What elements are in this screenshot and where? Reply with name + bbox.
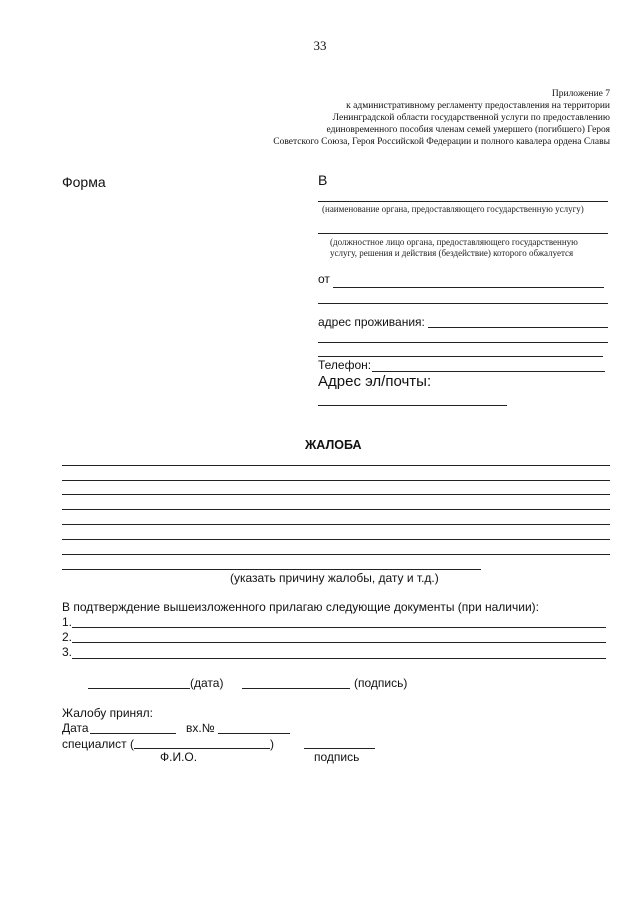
appendix-line: Советского Союза, Героя Российской Федерации и полного кавалера ордена Славы	[273, 137, 610, 147]
complaint-line[interactable]	[62, 465, 610, 466]
complaint-title: ЖАЛОБА	[305, 438, 362, 452]
address-line-3[interactable]	[318, 356, 603, 357]
specialist-label: специалист (	[62, 737, 134, 751]
address-label: адрес проживания:	[318, 315, 425, 329]
complaint-line[interactable]	[62, 509, 610, 510]
form-label: Форма	[62, 174, 106, 190]
attachment-line[interactable]	[72, 658, 606, 659]
complaint-line-last[interactable]	[62, 569, 481, 570]
attachments-intro: В подтверждение вышеизложенного прилагаю следующие документы (при наличии):	[62, 600, 539, 614]
attachment-number: 2.	[62, 630, 73, 644]
address-line[interactable]	[428, 327, 608, 328]
complaint-line[interactable]	[62, 524, 610, 525]
address-line-2[interactable]	[318, 342, 608, 343]
from-label: от	[318, 272, 330, 286]
complaint-line[interactable]	[62, 480, 610, 481]
appendix-title: Приложение 7	[551, 89, 610, 99]
acceptance-date-line[interactable]	[90, 733, 176, 734]
incoming-number-label: вх.№	[186, 721, 215, 735]
from-line[interactable]	[333, 287, 604, 288]
email-line[interactable]	[318, 405, 507, 406]
from-line-2[interactable]	[318, 303, 608, 304]
specialist-name-line[interactable]	[134, 748, 270, 749]
attachment-line[interactable]	[72, 642, 606, 643]
fio-caption: Ф.И.О.	[160, 750, 198, 764]
incoming-number-line[interactable]	[218, 733, 290, 734]
organ-caption: (наименование органа, предоставляющего государственную услугу)	[322, 204, 584, 214]
specialist-close-paren: )	[270, 737, 274, 751]
complaint-line[interactable]	[62, 554, 610, 555]
specialist-signature-line[interactable]	[304, 748, 375, 749]
to-label: В	[318, 172, 328, 188]
signature-label: (подпись)	[354, 676, 408, 690]
acceptance-title: Жалобу принял:	[62, 706, 153, 720]
signature-line[interactable]	[242, 688, 350, 689]
complaint-line[interactable]	[62, 494, 610, 495]
email-label: Адрес эл/почты:	[318, 373, 432, 390]
complaint-caption: (указать причину жалобы, дату и т.д.)	[230, 571, 439, 585]
appendix-line: единовременного пособия членам семей умершего (погибшего) Героя	[326, 125, 610, 135]
signature-caption: подпись	[314, 750, 360, 764]
page-number: 33	[313, 38, 327, 53]
appendix-line: Ленинградской области государственной услуги по предоставлению	[332, 113, 610, 123]
attachment-number: 1.	[62, 615, 73, 629]
complaint-line[interactable]	[62, 539, 610, 540]
official-line[interactable]	[318, 233, 608, 234]
attachment-line[interactable]	[72, 627, 606, 628]
appendix-line: к административному регламенту предоставления на территории	[346, 101, 610, 111]
attachment-number: 3.	[62, 645, 73, 659]
date-line[interactable]	[88, 688, 190, 689]
acceptance-date-label: Дата	[62, 721, 89, 735]
official-caption: (должностное лицо органа, предоставляющего государственную	[330, 237, 578, 247]
official-caption: услугу, решения и действия (бездействие) которого обжалуется	[330, 248, 574, 258]
organ-name-line[interactable]	[318, 201, 608, 202]
phone-line[interactable]	[372, 371, 605, 372]
phone-label: Телефон:	[318, 358, 372, 372]
date-label: (дата)	[190, 676, 224, 690]
